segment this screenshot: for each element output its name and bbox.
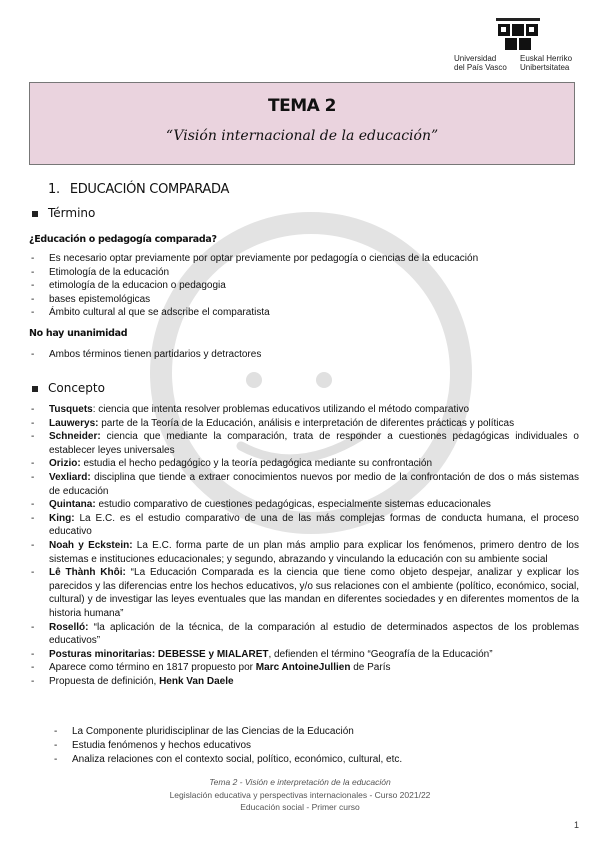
definition-text: parte de la Teoría de la Educación, análisis e interpretación de diferentes prácticas y políticas xyxy=(98,417,515,429)
definition-item xyxy=(31,471,579,498)
list-item: - Etimología de la educación xyxy=(31,266,579,280)
definition-item xyxy=(31,512,579,539)
author-name: Schneider: xyxy=(49,431,101,443)
definition-text: “La Educación Comparada es la ciencia que tiene como objeto despejar, analizar y explicar los parecidos y las diferencias entre los hechos educativos, y/o sus relaciones con el ambiente (político, económico, social, cultural) y de investigar las leyes eventuales que las mandan en diferentes sociedades y en diferentes momentos de la historia humana” xyxy=(49,567,579,619)
definition-item xyxy=(31,621,579,648)
subheading-termino-label: Término xyxy=(48,206,96,220)
sub-list-item: - La Componente pluridisciplinar de las Ciencias de la Educación xyxy=(54,725,574,739)
definition-text-end: de París xyxy=(350,662,391,674)
page-footer xyxy=(0,776,600,814)
logo-text-eu-1: Euskal Herriko xyxy=(520,54,573,63)
definition-item xyxy=(31,539,579,566)
author-name: Orizio: xyxy=(49,458,81,470)
definition-text: disciplina que tiende a extraer conocimientos nuevos por medio de la confrontación de dos o más sistemas de educación xyxy=(49,471,579,497)
page-subtitle: “Visión internacional de la educación” xyxy=(165,128,439,144)
definition-item xyxy=(31,675,579,689)
definition-item xyxy=(31,417,579,431)
definition-item xyxy=(31,403,579,417)
sub-list-item: - Estudia fenómenos y hechos educativos xyxy=(54,739,574,753)
definition-item xyxy=(31,661,579,675)
page-title: TEMA 2 xyxy=(267,96,337,116)
definition-text: “la aplicación de la técnica, de la comparación al estudio de determinados aspectos de los problemas educativos” xyxy=(49,621,579,647)
definition-text: Aparece como término en 1817 propuesto por xyxy=(49,662,256,674)
logo-text-es-2: del País Vasco xyxy=(454,63,507,72)
author-name: Vexliard: xyxy=(49,471,91,483)
section-title: EDUCACIÓN COMPARADA xyxy=(69,182,230,197)
author-name: Lauwerys: xyxy=(49,417,99,429)
definition-text: : ciencia que intenta resolver problemas educativos utilizando el método comparativo xyxy=(92,404,470,415)
note-list xyxy=(31,348,579,362)
author-name: Tusquets xyxy=(49,404,93,415)
definition-item xyxy=(31,457,579,471)
definition-text: estudia el hecho pedagógico y la teoría pedagógica mediante su confrontación xyxy=(80,458,433,470)
definition-text: Propuesta de definición, xyxy=(49,675,160,687)
logo-text-eu-2: Unibertsitatea xyxy=(520,63,570,72)
definition-text: ciencia que mediante la comparación, trata de responder a cuestiones pedagógicas individuales o establecer leyes universales xyxy=(49,431,579,456)
author-name: Henk Van Daele xyxy=(159,675,234,687)
author-name: King: xyxy=(49,512,75,524)
footer-topic: Tema 2 - Visión e interpretación de la educación xyxy=(209,777,391,787)
square-bullet-icon xyxy=(32,211,38,217)
note-label: No hay unanimidad xyxy=(29,328,128,339)
definition-text: La E.C. forma parte de un plan más amplio para explicar los fenómenos, primero dentro de los sistemas e instituciones educacionales; y segundo, abrazando y vinculando la educación con su ambiente social xyxy=(49,539,579,565)
definition-text: estudio comparativo de cuestiones pedagógicas, especialmente sistemas educacionales xyxy=(95,499,491,511)
definition-item xyxy=(31,430,579,457)
definition-text: , defienden el término “Geografía de la Educación” xyxy=(268,648,493,660)
subheading-concepto-label: Concepto xyxy=(48,381,105,395)
author-name: Marc AntoineJullien xyxy=(255,662,351,674)
section-heading xyxy=(48,182,229,197)
definition-item xyxy=(31,648,579,662)
footer-degree: Educación social - Primer curso xyxy=(240,802,360,812)
list-item: - Ámbito cultural al que se adscribe el comparatista xyxy=(31,306,579,320)
list-item: - etimología de la educacion o pedagogia xyxy=(31,279,579,293)
concepto-list xyxy=(31,403,579,688)
definition-item xyxy=(31,498,579,512)
logo-text-es-1: Universidad xyxy=(454,54,497,63)
definition-item xyxy=(31,566,579,620)
sub-list-item: - Analiza relaciones con el contexto social, político, económico, cultural, etc. xyxy=(54,753,574,767)
question-label: ¿Educación o pedagogía comparada? xyxy=(29,234,217,245)
author-name: Roselló: xyxy=(49,621,89,633)
page-number: 1 xyxy=(574,820,580,830)
definition-text: La E.C. es el estudio comparativo de una de las más complejas formas de conducta humana, el proceso educativo xyxy=(49,512,579,538)
footer-course: Legislación educativa y perspectivas internacionales - Curso 2021/22 xyxy=(169,789,431,800)
university-logo-icon xyxy=(496,18,540,52)
subheading-concepto xyxy=(32,381,105,395)
title-box xyxy=(29,82,575,165)
university-logo xyxy=(454,14,584,72)
author-name: Noah y Eckstein: xyxy=(49,539,133,551)
square-bullet-icon xyxy=(32,386,38,392)
list-item: - bases epistemológicas xyxy=(31,293,579,307)
author-name: Quintana: xyxy=(49,499,96,511)
definition-sublist xyxy=(54,725,574,767)
list-item: - Es necesario optar previamente por optar previamente por pedagogía o ciencias de la educación xyxy=(31,252,579,266)
list-item: - Ambos términos tienen partidarios y detractores xyxy=(31,348,579,362)
author-name: Lê Thành Khôi: xyxy=(49,567,126,579)
termino-list xyxy=(31,252,579,320)
author-name: Posturas minoritarias: DEBESSE y MIALARET xyxy=(49,648,269,660)
subheading-termino xyxy=(32,206,95,220)
section-number: 1. xyxy=(48,182,60,197)
